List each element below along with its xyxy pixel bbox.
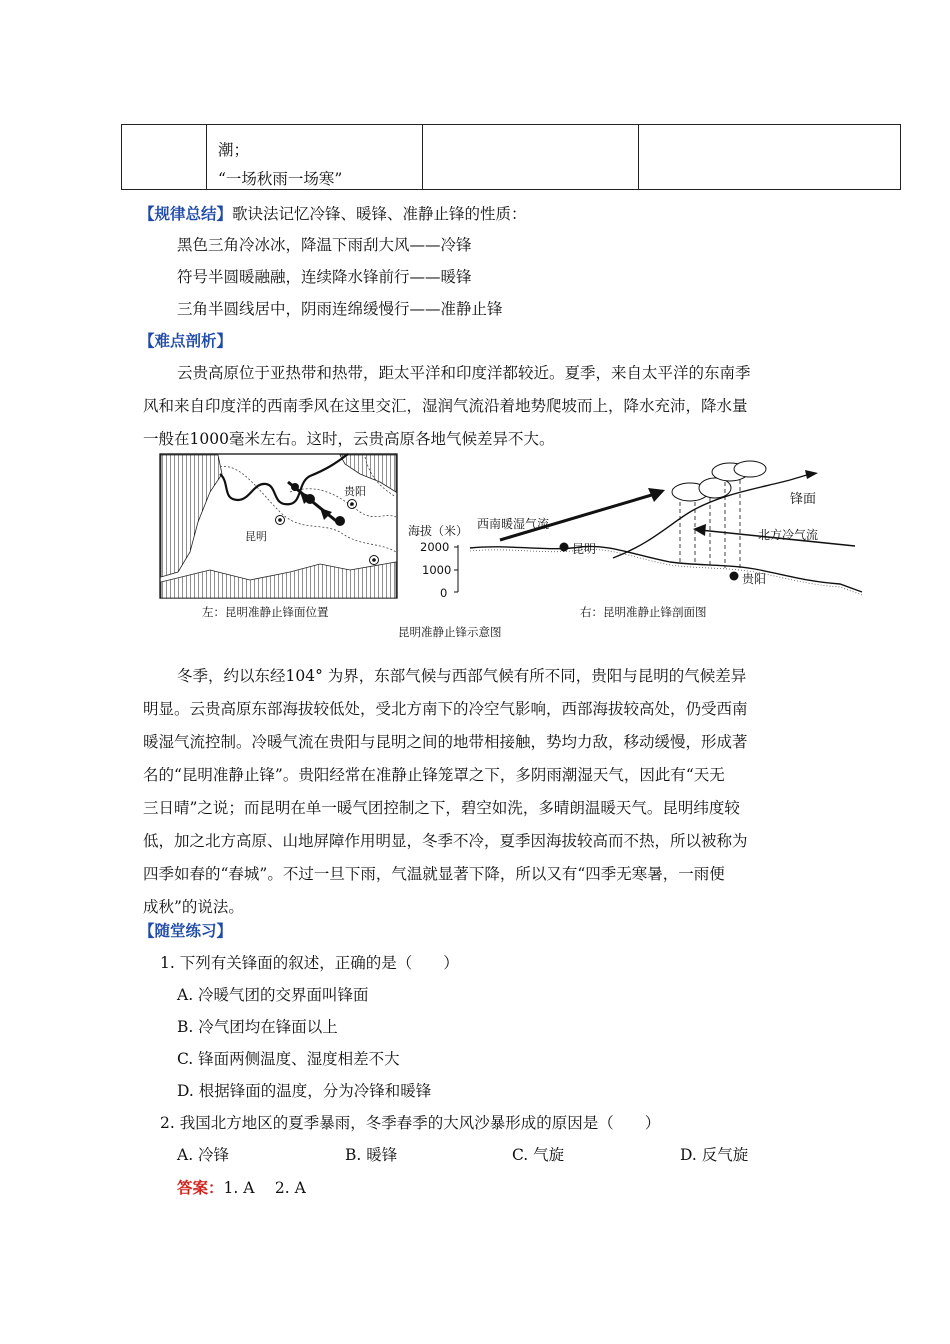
label-sw-warm-flow: 西南暖湿气流 bbox=[477, 517, 550, 531]
section-label-kunming: 昆明 bbox=[572, 542, 597, 556]
table-text-line: “一场秋雨一场寒” bbox=[218, 170, 343, 188]
map-label-kunming: 昆明 bbox=[245, 530, 267, 543]
summary-mnemonic: 三角半圆线居中，阴雨连绵缓慢行——准静止锋 bbox=[177, 300, 503, 318]
paragraph-line: 四季如春的“春城”。不过一旦下雨，气温就显著下降，所以又有“四季无寒暑，一雨便 bbox=[143, 865, 725, 883]
summary-mnemonic: 黑色三角冷冰冰，降温下雨刮大风——冷锋 bbox=[177, 236, 472, 254]
analysis-heading: 【难点剖析】 bbox=[139, 331, 233, 350]
section-label-guiyang: 贵阳 bbox=[742, 572, 767, 586]
practice-heading: 【随堂练习】 bbox=[139, 921, 233, 940]
paragraph-line: 暖湿气流控制。冷暖气流在贵阳与昆明之间的地带相接触，势均力敌，移动缓慢，形成著 bbox=[143, 733, 748, 751]
summary-mnemonic: 符号半圆暖融融，连续降水锋前行——暖锋 bbox=[177, 268, 472, 286]
table-cell-empty bbox=[122, 125, 207, 190]
paragraph-line: 低，加之北方高原、山地屏障作用明显，冬季不冷，夏季因海拔较高而不热，所以被称为 bbox=[143, 832, 748, 850]
question-1-option: B. 冷气团均在锋面以上 bbox=[177, 1018, 338, 1036]
caption-right: 右：昆明准静止锋剖面图 bbox=[580, 605, 707, 619]
climate-table-fragment bbox=[121, 124, 901, 190]
table-text-line: 潮； bbox=[218, 141, 250, 159]
front-location-map bbox=[160, 454, 400, 598]
question-2-stem: 2. 我国北方地区的夏季暴雨，冬季春季的大风沙暴形成的原因是（ ） bbox=[160, 1114, 661, 1132]
paragraph-line: 名的“昆明准静止锋”。贵阳经常在准静止锋笼罩之下，多阴雨潮湿天气，因此有“天无 bbox=[143, 766, 725, 784]
paragraph-line: 云贵高原位于亚热带和热带，距太平洋和印度洋都较近。夏季，来自太平洋的东南季 bbox=[177, 364, 751, 382]
answer-text: 1. A 2. A bbox=[223, 1179, 306, 1197]
summary-intro: 歌诀法记忆冷锋、暖锋、准静止锋的性质： bbox=[232, 205, 527, 223]
question-1-stem: 1. 下列有关锋面的叙述，正确的是（ ） bbox=[160, 954, 459, 972]
question-1-option: A. 冷暖气团的交界面叫锋面 bbox=[177, 986, 369, 1004]
label-front: 锋面 bbox=[790, 492, 817, 507]
paragraph-line: 三日晴”之说；而昆明在单一暖气团控制之下，碧空如洗，多晴朗温暖天气。昆明纬度较 bbox=[143, 799, 740, 817]
paragraph-line: 一般在1000毫米左右。这时，云贵高原各地气候差异不大。 bbox=[143, 430, 555, 448]
kunming-front-figure bbox=[150, 452, 870, 640]
question-1-option: C. 锋面两侧温度、湿度相差不大 bbox=[177, 1050, 400, 1068]
axis-label-altitude: 海拔（米） bbox=[408, 524, 469, 538]
paragraph-line: 成秋”的说法。 bbox=[143, 898, 244, 916]
table-cell-empty bbox=[639, 125, 901, 190]
tick-1000: 1000 bbox=[422, 563, 452, 577]
tick-2000: 2000 bbox=[420, 540, 450, 554]
caption-left: 左：昆明准静止锋面位置 bbox=[202, 605, 329, 619]
map-label-guiyang: 贵阳 bbox=[344, 485, 366, 498]
summary-line bbox=[139, 204, 527, 224]
question-1-option: D. 根据锋面的温度，分为冷锋和暖锋 bbox=[177, 1082, 432, 1100]
figure-caption: 昆明准静止锋示意图 bbox=[398, 625, 502, 639]
table-cell-text bbox=[207, 125, 423, 190]
paragraph-line: 冬季，约以东经104° 为界，东部气候与西部气候有所不同，贵阳与昆明的气候差异 bbox=[177, 667, 747, 685]
question-2-option: B. 暖锋 bbox=[345, 1146, 398, 1164]
answer-line bbox=[177, 1178, 306, 1198]
paragraph-line: 风和来自印度洋的西南季风在这里交汇，湿润气流沿着地势爬坡而上，降水充沛，降水量 bbox=[143, 397, 748, 415]
tick-0: 0 bbox=[440, 586, 448, 600]
paragraph-line: 明显。云贵高原东部海拔较低处，受北方南下的冷空气影响，西部海拔较高处，仍受西南 bbox=[143, 700, 748, 718]
table-cell-empty bbox=[423, 125, 639, 190]
summary-heading: 【规律总结】 bbox=[139, 204, 233, 223]
answer-label: 答案： bbox=[177, 1178, 224, 1197]
label-north-cold-flow: 北方冷气流 bbox=[758, 528, 819, 542]
question-2-option: A. 冷锋 bbox=[177, 1146, 230, 1164]
question-2-option: C. 气旋 bbox=[512, 1146, 565, 1164]
question-2-option: D. 反气旋 bbox=[680, 1146, 749, 1164]
